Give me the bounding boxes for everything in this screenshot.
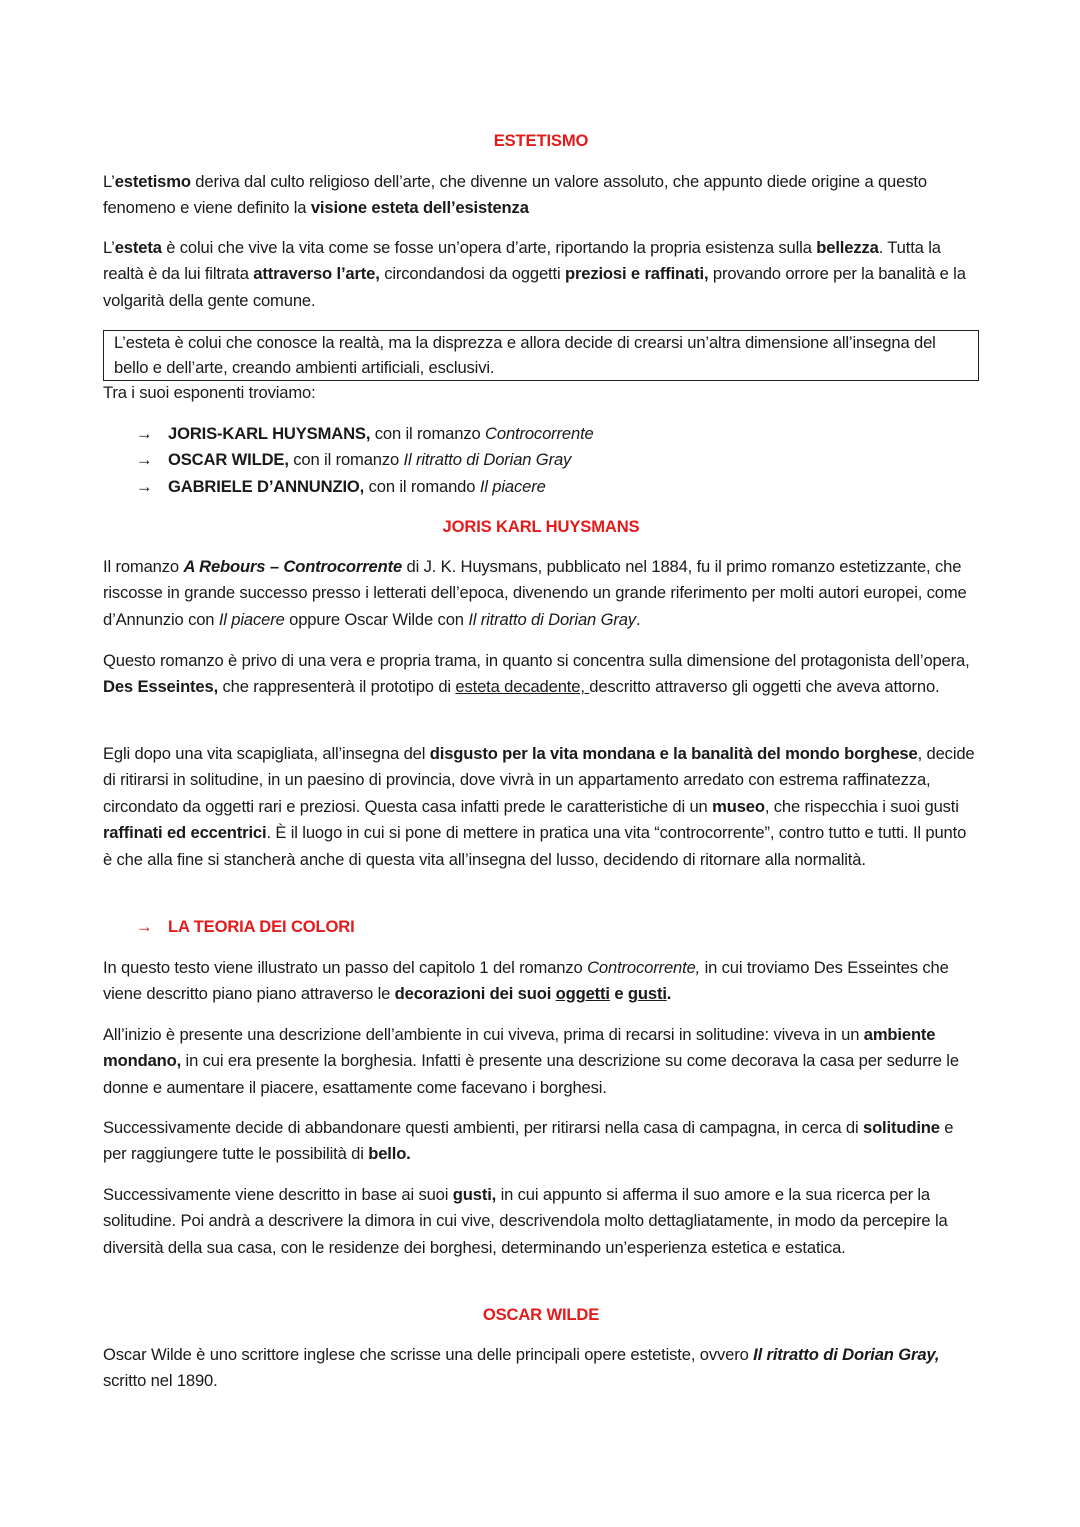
text-run: preziosi e raffinati, [564, 264, 709, 284]
paragraph-esteta-description [103, 235, 979, 314]
text-run: , che rispecchia i suoi gusti [764, 796, 959, 816]
heading-estetismo: ESTETISMO [493, 131, 589, 150]
exponent-item-dannunzio [103, 474, 979, 500]
text-run: in cui troviamo Des Esseintes che viene descritto piano piano attraverso le [103, 958, 949, 1004]
heading-oscar-wilde: OSCAR WILDE [482, 1305, 600, 1324]
exponent-item-huysmans [103, 421, 979, 447]
text-run: oppure Oscar Wilde con [284, 609, 469, 629]
text-run: disgusto per la vita mondana e la banalità del mondo borghese [429, 744, 918, 763]
heading-huysmans: JORIS KARL HUYSMANS [442, 517, 640, 536]
paragraph-estetismo-definition [103, 169, 979, 222]
exponent-text: con il romanzo [370, 424, 486, 443]
text-run: bello. [368, 1144, 411, 1164]
text-run: Successivamente viene descritto in base ai suoi [103, 1185, 453, 1204]
text-run: circondandosi da oggetti [379, 264, 565, 284]
paragraph-des-esseintes [103, 648, 979, 701]
paragraph-solitudine [103, 1115, 979, 1168]
subheading-teoria-colori [103, 914, 1012, 940]
text-run: deriva dal culto religioso dell’arte, che divenne un valore assoluto, che appunto diede origine a questo fenomeno e viene definito la [103, 172, 927, 218]
text-run: . [635, 609, 641, 629]
text-run: scritto nel 1890. [103, 1371, 218, 1391]
text-run: oggetti [555, 984, 610, 1004]
text-run: Il ritratto di Dorian Gray, [753, 1345, 940, 1364]
exponent-name: OSCAR WILDE, [168, 450, 289, 470]
text-run: Oscar Wilde è uno scrittore inglese che scrisse una delle principali opere estetiste, ovvero [103, 1345, 754, 1364]
text-run: decorazioni dei suoi [394, 984, 556, 1004]
text-run: A Rebours – Controcorrente [183, 557, 403, 576]
exponent-item-wilde [103, 447, 979, 473]
paragraph-dorian-gray [103, 1342, 979, 1395]
text-run: Egli dopo una vita scapigliata, all’insegna del [103, 744, 430, 763]
text-run: solitudine [862, 1118, 940, 1137]
text-run: e per raggiungere tutte le possibilità di [103, 1118, 954, 1164]
text-run: gusti, [452, 1185, 497, 1204]
paragraph-capitolo-1 [103, 955, 979, 1008]
exponent-name: JORIS-KARL HUYSMANS, [168, 424, 371, 443]
exponents-intro: Tra i suoi esponenti troviamo: [103, 383, 316, 402]
text-run: bellezza [816, 238, 879, 257]
text-run: museo [712, 796, 765, 816]
paragraph-ambiente-mondano [103, 1022, 979, 1101]
arrow-right-icon: → [136, 450, 153, 470]
text-run: L’ [103, 238, 115, 257]
text-run: in cui era presente la borghesia. Infatti è presente una descrizione su come decorava la casa per sedurre le donne e aumentare il piacere, esattamente come facevano i borghesi. [103, 1051, 959, 1097]
text-run: descritto attraverso gli oggetti che aveva attorno. [589, 677, 940, 697]
text-run: . [666, 984, 672, 1004]
text-run: Questo romanzo è privo di una vera e propria trama, in quanto si concentra sulla dimensione del protagonista dell’opera, [103, 651, 970, 670]
exponent-work: Controcorrente [485, 424, 594, 443]
text-run: Il ritratto di Dorian Gray [468, 609, 636, 629]
arrow-right-icon: → [136, 917, 153, 936]
exponent-text: con il romando [364, 476, 480, 496]
text-run: In questo testo viene illustrato un passo del capitolo 1 del romanzo [103, 958, 588, 977]
exponents-list [103, 421, 979, 500]
text-run: è colui che vive la vita come se fosse un’opera d’arte, riportando la propria esistenza sulla [161, 238, 817, 257]
paragraph-a-rebours [103, 554, 979, 633]
text-run: Controcorrente, [587, 958, 701, 977]
exponent-work: Il piacere [479, 476, 546, 496]
text-run: raffinati ed eccentrici [103, 823, 267, 843]
text-run: Successivamente decide di abbandonare questi ambienti, per ritirarsi nella casa di campagna, in cerca di [103, 1118, 863, 1137]
text-run: Il piacere [218, 609, 285, 629]
text-run: L’ [103, 172, 115, 191]
text-run: gusti [627, 984, 667, 1004]
text-run: e [609, 984, 628, 1004]
exponent-text: con il romanzo [288, 450, 404, 470]
arrow-right-icon: → [136, 424, 153, 443]
paragraph-scapigliata [103, 741, 979, 873]
text-run: All’inizio è presente una descrizione dell’ambiente in cui viveva, prima di recarsi in solitudine: viveva in un [103, 1025, 864, 1044]
arrow-right-icon: → [136, 476, 153, 496]
text-run: esteta [114, 238, 162, 257]
text-run: . È il luogo in cui si pone di mettere in pratica una vita “controcorrente”, contro tutto e tutti. Il punto è che alla fine si stancherà anche di questa vita all’insegna del lusso, decidendo di ritornare alla normalità. [103, 823, 967, 869]
text-run: Il romanzo [103, 557, 184, 576]
text-run: esteta decadente, [455, 677, 590, 697]
paragraph-gusti [103, 1182, 979, 1261]
text-run: provando orrore per la banalità e la volgarità della gente comune. [103, 264, 966, 310]
subheading-label: LA TEORIA DEI COLORI [168, 917, 355, 936]
text-run: in cui appunto si afferma il suo amore e la sua ricerca per la solitudine. Poi andrà a descrivere la dimora in cui vive, descrivendola molto dettagliatamente, in modo da percepire la diversità della sua casa, con le residenze dei borghesi, determinando un’esperienza estetica e estatica. [103, 1185, 948, 1257]
text-run: , decide di ritirarsi in solitudine, in un paesino di provincia, dove vivrà in un appartamento arredato con estrema raffinatezza, circondato da oggetti rari e preziosi. Questa casa infatti prede le caratteristiche di un [103, 744, 975, 816]
text-run: visione esteta dell’esistenza [310, 198, 529, 218]
text-run: ambiente mondano, [103, 1025, 936, 1071]
text-run: estetismo [114, 172, 191, 191]
boxed-note: L’esteta è colui che conosce la realtà, ma la disprezza e allora decide di crearsi un’altra dimensione all’insegna del bello e dell’arte, creando ambienti artificiali, esclusivi. [103, 330, 979, 381]
text-run: di J. K. Huysmans, pubblicato nel 1884, fu il primo romanzo estetizzante, che riscosse in grande successo presso i letterati dell’epoca, divenendo un grande riferimento per molti autori europei, come d’Annunzio con [103, 557, 967, 629]
text-run: attraverso l’arte, [253, 264, 380, 284]
text-run: che rappresenterà il prototipo di [218, 677, 456, 697]
text-run: Des Esseintes, [103, 677, 219, 697]
exponent-name: GABRIELE D’ANNUNZIO, [168, 476, 365, 496]
exponent-work: Il ritratto di Dorian Gray [403, 450, 572, 470]
text-run: . Tutta la realtà è da lui filtrata [103, 238, 941, 284]
